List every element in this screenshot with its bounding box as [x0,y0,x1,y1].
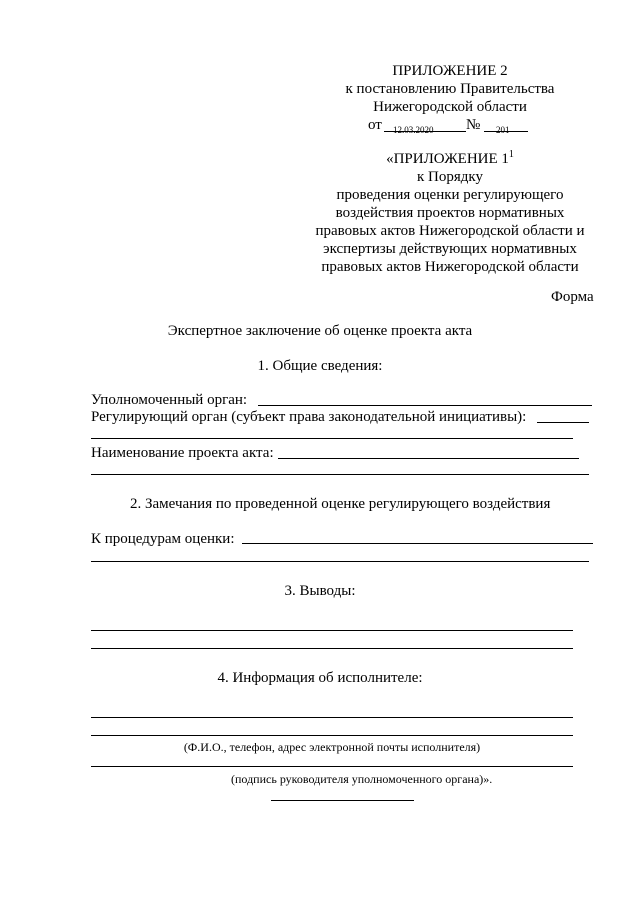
document-title: Экспертное заключение об оценке проекта акта [167,323,473,339]
procedures-label: К процедурам оценки: [91,531,235,547]
regulating-body-label: Регулирующий орган (субъект права законодательной инициативы): [91,409,527,425]
appendix1-line4: правовых актов Нижегородской области и [315,223,585,239]
section1-heading: 1. Общие сведения: [257,358,383,374]
act-name-field-cont[interactable] [91,474,589,475]
form-label: Форма [551,289,594,305]
appendix1-line5: экспертизы действующих нормативных [323,241,577,257]
appendix1-title-text: «ПРИЛОЖЕНИЕ 1 [386,151,509,167]
regulating-body-field-cont[interactable] [91,438,573,439]
appendix1-line6: правовых актов Нижегородской области [321,259,579,275]
appendix-label: ПРИЛОЖЕНИЕ 2 [392,63,508,79]
resolution-line: к постановлению Правительства [345,81,555,97]
section2-heading: 2. Замечания по проведенной оценке регулирующего воздействия [130,496,551,512]
signature-field[interactable] [91,766,573,767]
signature-caption: (подпись руководителя уполномоченного органа)». [231,772,493,786]
appendix1-title [300,150,600,168]
procedures-field-cont[interactable] [91,561,589,562]
executor-field-1[interactable] [91,717,573,718]
document-number: 201 [496,125,510,135]
conclusions-field-2[interactable] [91,648,573,649]
authorized-body-label: Уполномоченный орган: [91,392,248,408]
regulating-body-field[interactable] [537,422,589,423]
executor-field-2[interactable] [91,735,573,736]
closing-rule [271,800,414,801]
authorized-body-field[interactable] [258,405,592,406]
date-prefix: от [368,117,382,133]
procedures-field[interactable] [242,543,593,544]
executor-caption: (Ф.И.О., телефон, адрес электронной почты исполнителя) [183,740,481,754]
act-name-label: Наименование проекта акта: [91,445,274,461]
appendix1-line1: к Порядку [417,169,483,185]
act-name-field[interactable] [278,458,579,459]
section3-heading: 3. Выводы: [284,583,356,599]
region-line: Нижегородской области [373,99,527,115]
document-date: 12.03.2020 [393,125,434,135]
conclusions-field-1[interactable] [91,630,573,631]
appendix1-title-sup: 1 [508,149,514,160]
number-sign: № [466,117,481,133]
section4-heading: 4. Информация об исполнителе: [217,670,423,686]
appendix1-line2: проведения оценки регулирующего [336,187,564,203]
appendix1-line3: воздействия проектов нормативных [335,205,565,221]
